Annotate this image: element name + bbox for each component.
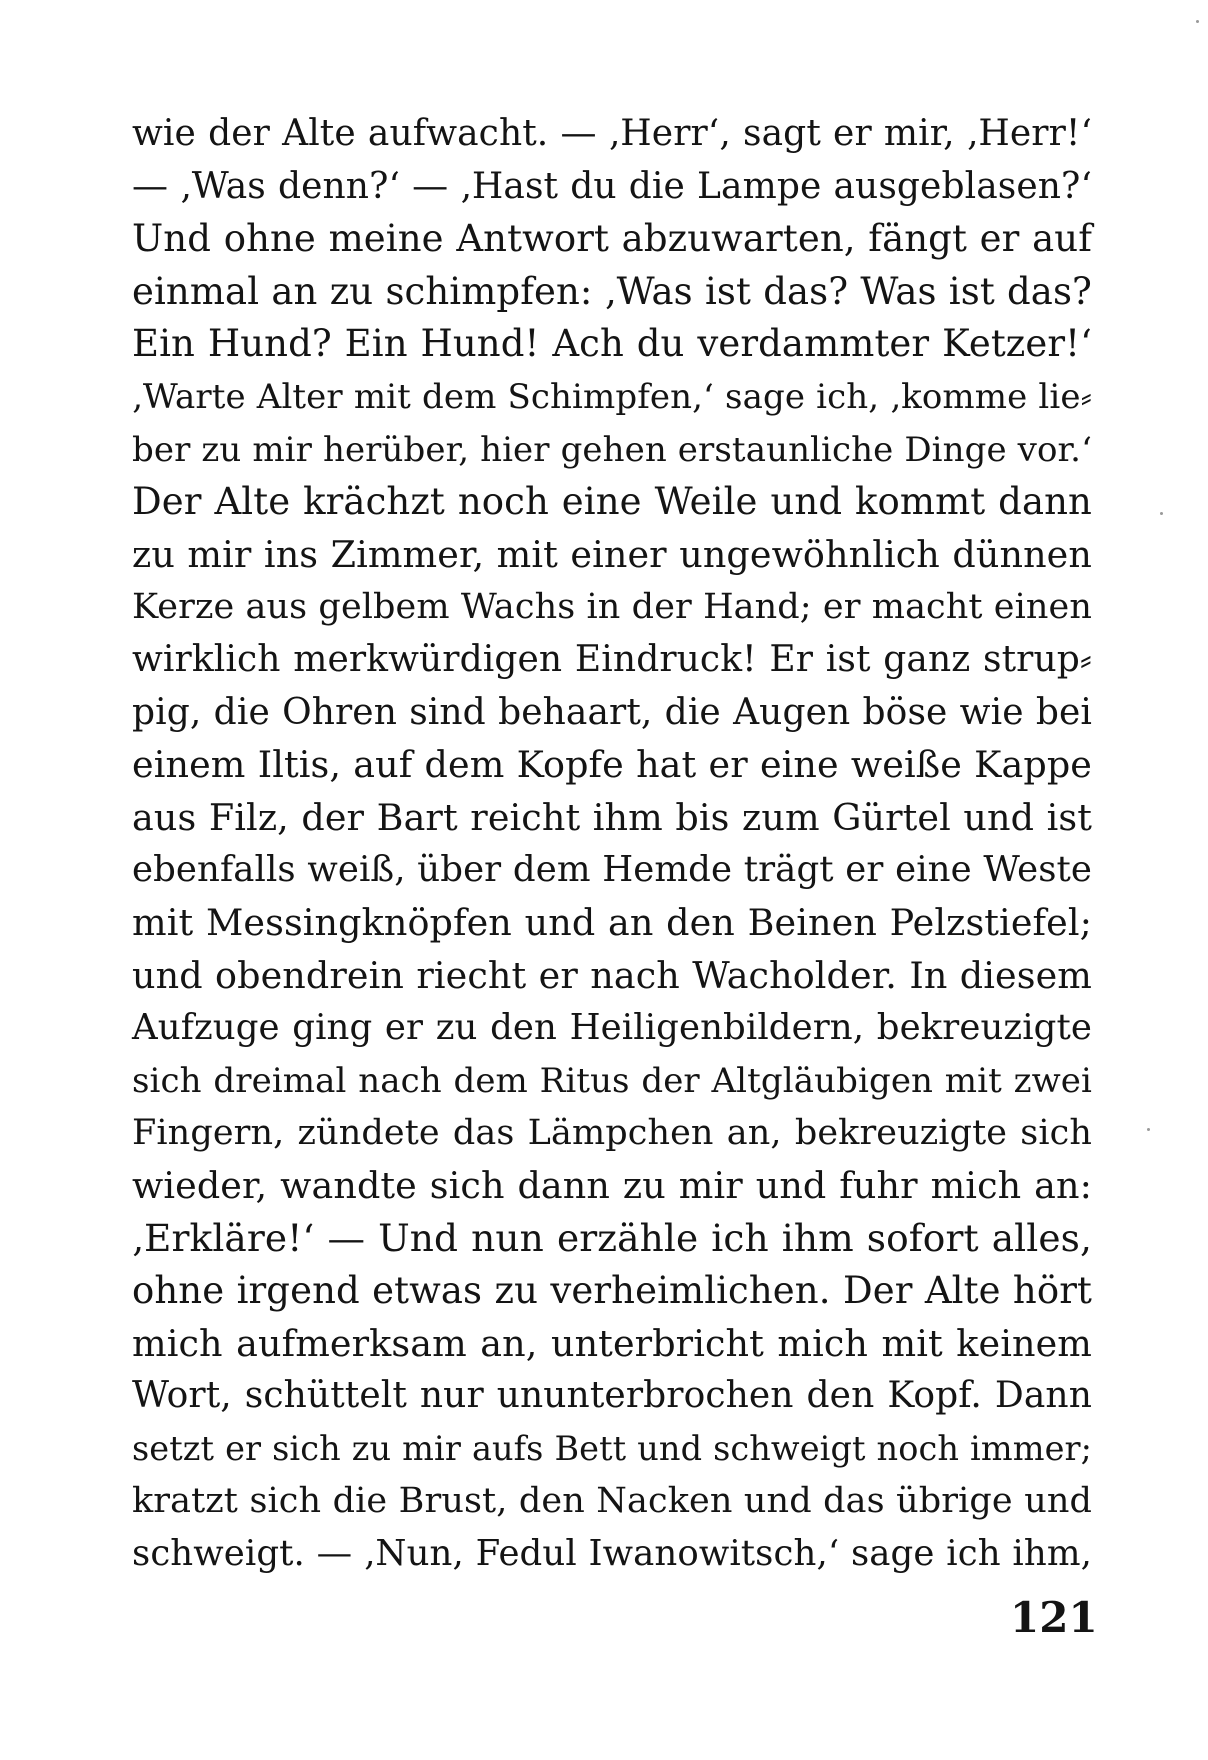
- body-text: [132, 108, 1092, 1581]
- text-line: sich dreimal nach dem Ritus der Altgläubigen mit zwei: [132, 1060, 1092, 1101]
- text-line: ber zu mir herüber, hier gehen erstaunliche Dinge vor.‘: [132, 429, 1092, 470]
- text-line: ohne irgend etwas zu verheimlichen. Der Alte hört: [132, 1269, 1092, 1313]
- text-line: einem Iltis, auf dem Kopfe hat er eine weiße Kappe: [132, 743, 1092, 787]
- text-line: mich aufmerksam an, unterbricht mich mit keinem: [132, 1321, 1092, 1365]
- text-line: ‚Erkläre!‘ — Und nun erzähle ich ihm sofort alles,: [132, 1216, 1092, 1261]
- text-line: wie der Alte aufwacht. — ‚Herr‘, sagt er mir, ‚Herr!‘: [132, 113, 1092, 154]
- text-line: Wort, schüttelt nur ununterbrochen den Kopf. Dann: [132, 1375, 1092, 1417]
- text-line: schweigt. — ‚Nun, Fedul Iwanowitsch,‘ sage ich ihm,: [132, 1533, 1092, 1575]
- text-line: pig, die Ohren sind behaart, die Augen böse wie bei: [132, 691, 1092, 733]
- text-line: aus Filz, der Bart reicht ihm bis zum Gürtel und ist: [132, 795, 1092, 839]
- text-line: kratzt sich die Brust, den Nacken und das übrige und: [132, 1481, 1092, 1522]
- text-line: Aufzuge ging er zu den Heiligenbildern, bekreuzigte: [132, 1007, 1092, 1049]
- text-line: wieder, wandte sich dann zu mir und fuhr mich an:: [132, 1163, 1092, 1207]
- text-line: ‚Warte Alter mit dem Schimpfen,‘ sage ich, ‚komme lie⸗: [132, 376, 1092, 417]
- text-line: Kerze aus gelbem Wachs in der Hand; er macht einen: [132, 587, 1092, 628]
- text-line: Ein Hund? Ein Hund! Ach du verdammter Ketzer!‘: [132, 322, 1092, 366]
- scan-speck: [1196, 20, 1199, 23]
- text-line: mit Messingknöpfen und an den Beinen Pelzstiefel;: [132, 900, 1092, 944]
- text-line: einmal an zu schimpfen: ‚Was ist das? Was ist das?: [132, 269, 1092, 313]
- text-line: setzt er sich zu mir aufs Bett und schweigt noch immer;: [132, 1428, 1092, 1468]
- text-line: Fingern, zündete das Lämpchen an, bekreuzigte sich: [132, 1113, 1092, 1154]
- text-line: wirklich merkwürdigen Eindruck! Er ist ganz strup⸗: [132, 638, 1092, 680]
- text-line: Und ohne meine Antwort abzuwarten, fängt er auf: [132, 217, 1092, 261]
- scan-speck: [1147, 1128, 1150, 1131]
- text-line: und obendrein riecht er nach Wacholder. In diesem: [132, 953, 1092, 997]
- text-line: Der Alte krächzt noch eine Weile und kommt dann: [132, 480, 1092, 524]
- text-line: ebenfalls weiß, über dem Hemde trägt er eine Weste: [132, 849, 1092, 891]
- text-line: zu mir ins Zimmer, mit einer ungewöhnlich dünnen: [132, 532, 1092, 576]
- scan-speck: [1160, 512, 1163, 515]
- text-line: — ‚Was denn?‘ — ‚Hast du die Lampe ausgeblasen?‘: [132, 165, 1092, 207]
- page-number: 121: [1010, 1593, 1098, 1642]
